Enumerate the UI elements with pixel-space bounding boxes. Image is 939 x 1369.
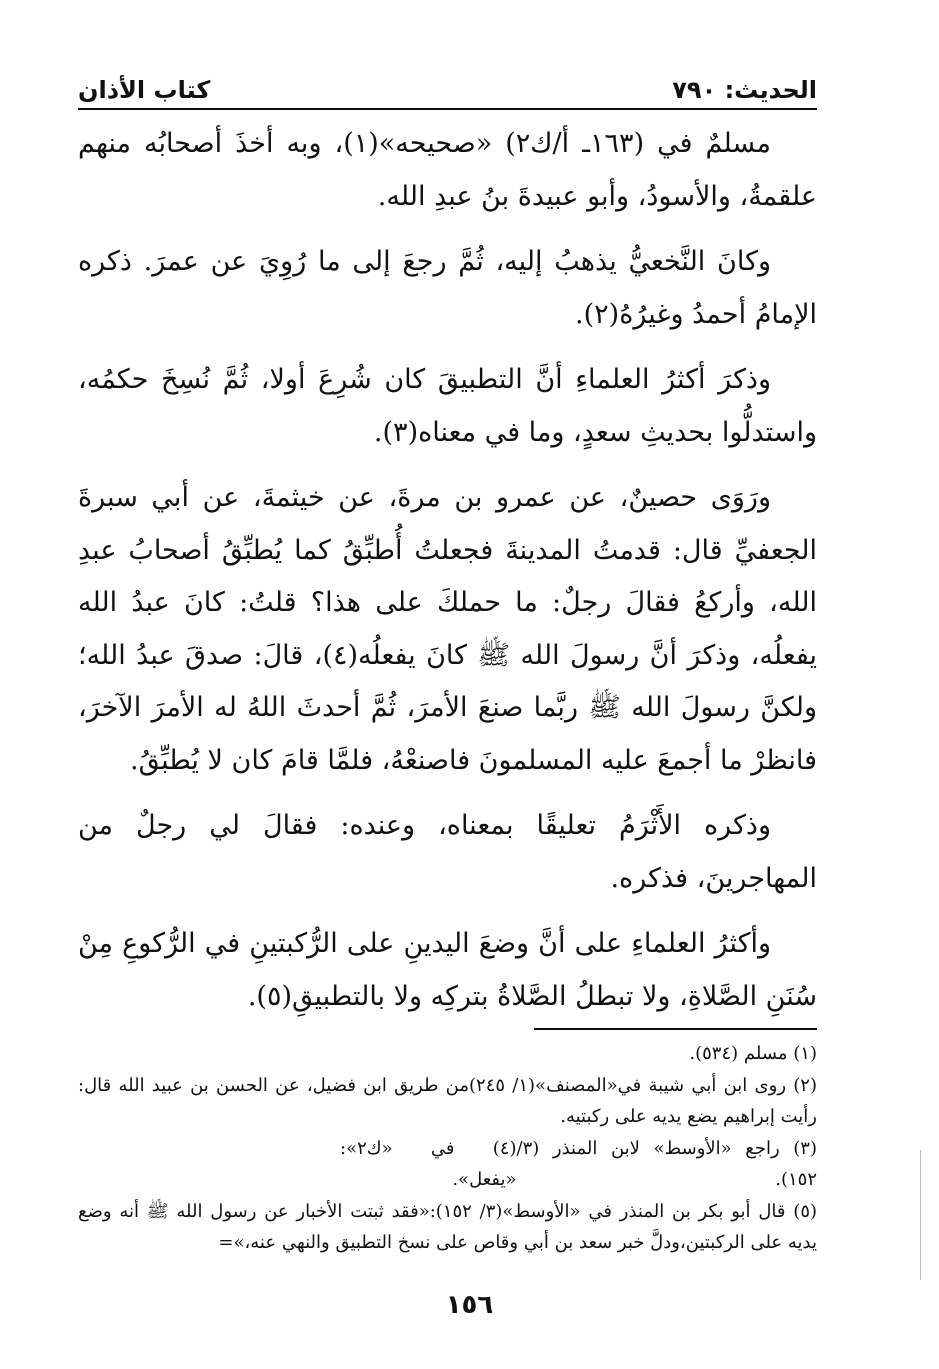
footnotes bbox=[78, 1038, 817, 1259]
header-divider bbox=[78, 108, 817, 110]
page-number: ١٥٦ bbox=[445, 1290, 494, 1320]
paragraph: وذكره الأَثْرَمُ تعليقًا بمعناه، وعنده: فقالَ لي رجلٌ من المهاجرينَ، فذكره. bbox=[78, 810, 817, 894]
footnote-5: (٥) قال أبو بكر بن المنذر في «الأوسط»(٣/ ١٥٢):«فقد ثبتت الأخبار عن رسول الله ﷺ أنه وضع يديه على الركبتين،ودلَّ خبر سعد بن أبي وقاص على نسخ التطبيق والنهي عنه،»= bbox=[78, 1200, 818, 1253]
footnote-1: (١) مسلم (٥٣٤). bbox=[689, 1043, 817, 1064]
header-book-title: كتاب الأذان bbox=[78, 76, 211, 104]
paragraph: وأكثرُ العلماءِ على أنَّ وضعَ اليدينِ على الرُّكبتينِ في الرُّكوعِ مِنْ سُنَنِ الصَّلاةِ، ولا تبطلُ الصَّلاةُ بتركِه ولا بالتطبيقِ(٥). bbox=[78, 928, 817, 1012]
footnote-2: (٢) روى ابن أبي شيبة في«المصنف»(١/ ٢٤٥)من طريق ابن فضيل، عن الحسن بن عبيد الله قال: رأيت إبراهيم يضع يديه على ركبتيه. bbox=[78, 1074, 817, 1127]
scan-margin-line bbox=[920, 1150, 921, 1280]
paragraph: وذكرَ أكثرُ العلماءِ أنَّ التطبيقَ كان شُرِعَ أولا، ثُمَّ نُسِخَ حكمُه، واستدلُّوا بحديثِ سعدٍ، وما في معناه(٣). bbox=[78, 364, 817, 448]
paragraph: ورَوَى حصينٌ، عن عمرو بن مرةَ، عن خيثمةَ، عن أبي سبرةَ الجعفيِّ قال: قدمتُ المدينةَ فجعلتُ أُطبِّقُ كما يُطبِّقُ أصحابُ عبدِ الله، وأركعُ فقالَ رجلٌ: ما حملكَ على هذا؟ قلتُ: كانَ عبدُ الله يفعلُه، وذكرَ أنَّ رسولَ الله ﷺ كانَ يفعلُه(٤)، قالَ: صدقَ عبدُ الله؛ ولكنَّ رسولَ الله ﷺ ربَّما صنعَ الأمرَ، ثُمَّ أحدثَ اللهُ له الأمرَ الآخرَ، فانظرْ ما أجمعَ عليه المسلمونَ فاصنعْهُ، فلمَّا قامَ كان لا يُطبِّقُ. bbox=[78, 482, 817, 776]
header-hadith-number: الحديث: ٧٩٠ bbox=[672, 76, 817, 104]
footnote-divider bbox=[534, 1028, 817, 1030]
paragraph: مسلمٌ في (١٦٣ـ أ/ك٢) «صحيحه»(١)، وبه أخذَ أصحابُه منهم علقمةُ، والأسودُ، وأبو عبيدةَ بنُ عبدِ الله. bbox=[78, 128, 817, 212]
footnote-row bbox=[78, 1133, 817, 1196]
footnote-3: (٣) راجع «الأوسط» لابن المنذر (٣/ ١٥٢). bbox=[516, 1137, 817, 1190]
paragraph: وكانَ النَّخعيُّ يذهبُ إليه، ثُمَّ رجعَ إلى ما رُوِيَ عن عمرَ. ذكره الإمامُ أحمدُ وغيرُهُ(٢). bbox=[78, 246, 817, 330]
footnote-4: (٤) في «ك٢»: «يفعل». bbox=[340, 1137, 517, 1190]
main-text bbox=[78, 118, 817, 1036]
running-header bbox=[78, 64, 817, 104]
